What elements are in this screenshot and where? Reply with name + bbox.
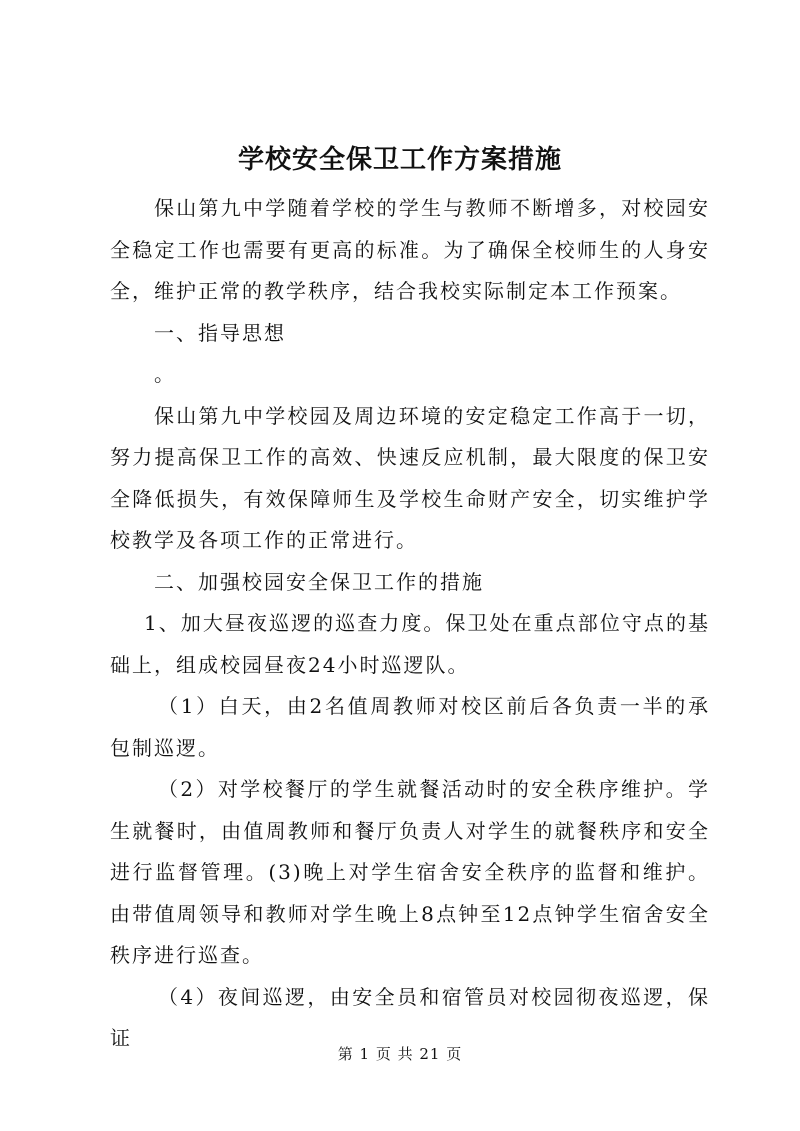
paragraph-item-4: （4）夜间巡逻，由安全员和宿管员对校园彻夜巡逻，保证: [110, 984, 710, 1050]
paragraph-item-2-3: （2）对学校餐厅的学生就餐活动时的安全秩序维护。学生就餐时，由值周教师和餐厅负责人对学生的就餐秩序和安全进行监督管理。(3)晚上对学生宿舍安全秩序的监督和维护。由带值周领导和教师对学生晚上8点钟至12点钟学生宿舍安全秩序进行巡查。: [110, 777, 710, 967]
paragraph-period: 。: [154, 362, 176, 386]
document-title: 学校安全保卫工作方案措施: [237, 145, 562, 175]
paragraph-measure-1: 1、加大昼夜巡逻的巡查力度。保卫处在重点部位守点的基础上，组成校园昼夜24小时巡逻队。: [110, 611, 710, 677]
document-body: [110, 188, 710, 1060]
section-heading-guiding-thought: 一、指导思想: [154, 320, 286, 345]
paragraph-item-1: （1）白天，由2名值周教师对校区前后各负责一半的承包制巡逻。: [110, 694, 710, 760]
section-heading-measures: 二、加强校园安全保卫工作的措施: [154, 569, 484, 594]
paragraph-guiding-principle: 保山第九中学校园及周边环境的安定稳定工作高于一切，努力提高保卫工作的高效、快速反应机制，最大限度的保卫安全降低损失，有效保障师生及学校生命财产安全，切实维护学校教学及各项工作的正常进行。: [110, 403, 710, 552]
paragraph-intro: 保山第九中学随着学校的学生与教师不断增多，对校园安全稳定工作也需要有更高的标准。为了确保全校师生的人身安全，维护正常的教学秩序，结合我校实际制定本工作预案。: [110, 196, 710, 303]
page-number-footer: 第 1 页 共 21 页: [337, 1045, 463, 1063]
